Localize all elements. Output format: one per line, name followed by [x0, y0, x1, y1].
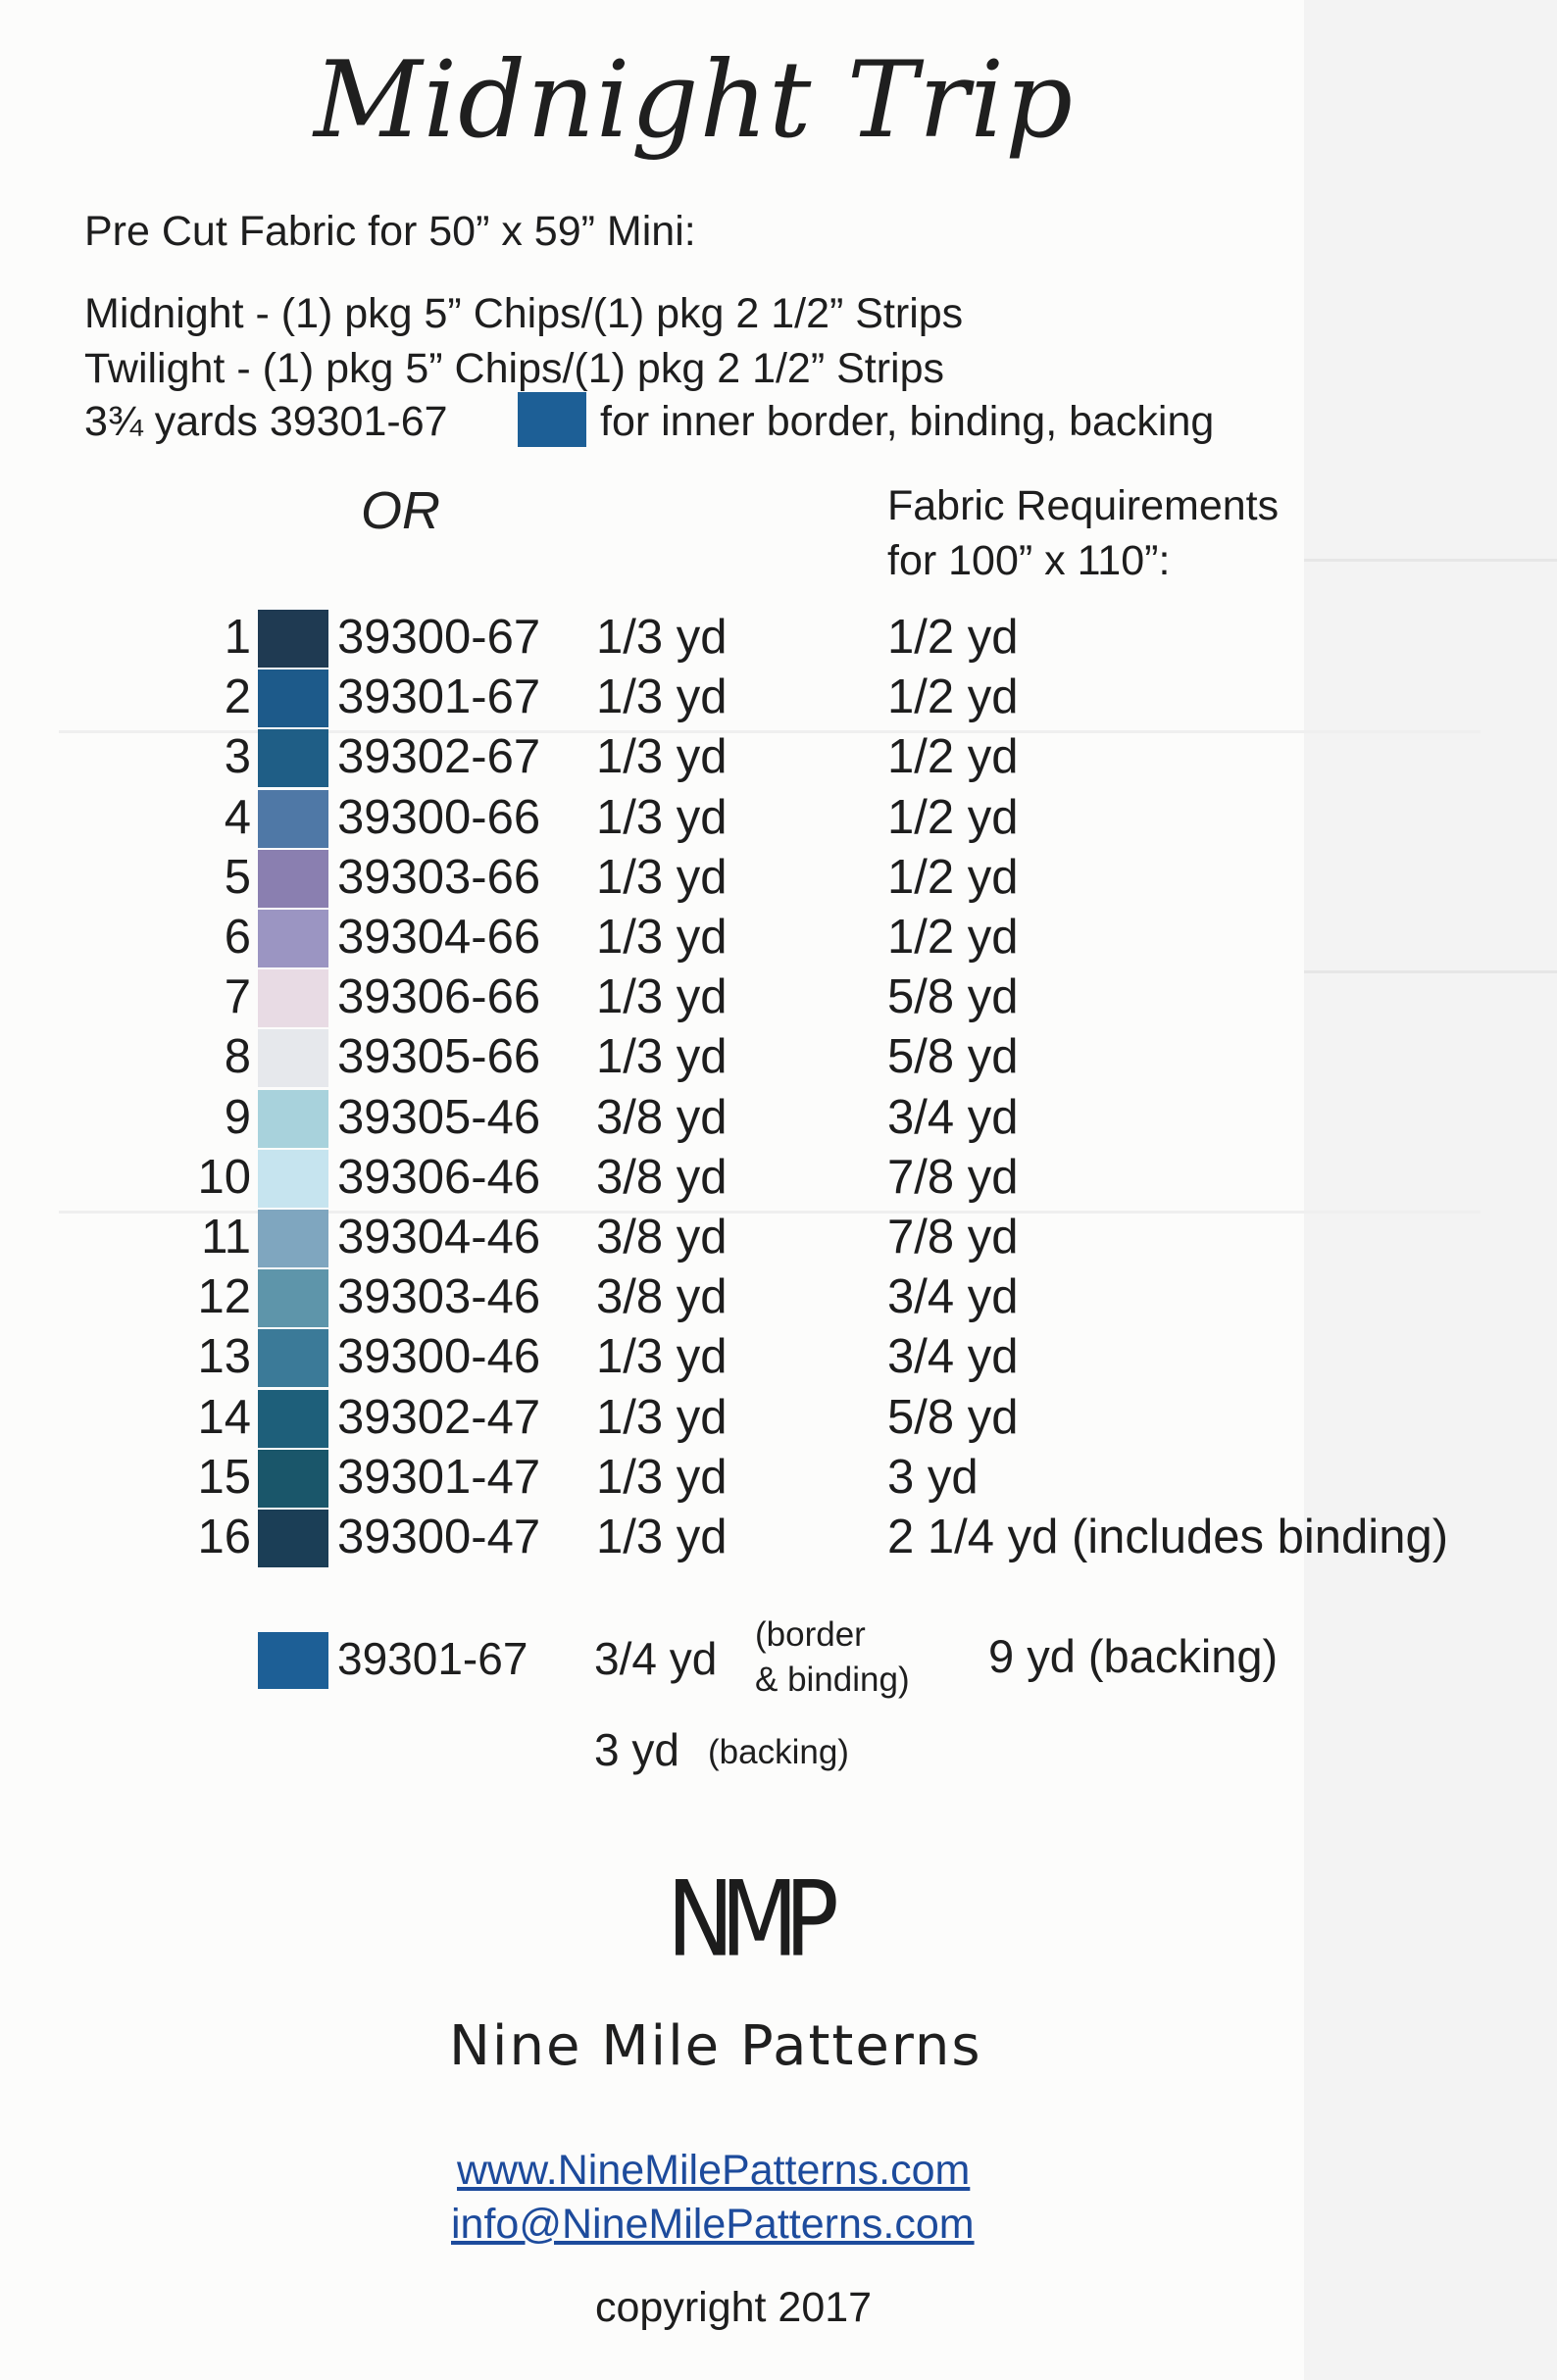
large-amount: 1/2 yd [887, 670, 1019, 724]
mini-amount: 1/3 yd [596, 611, 728, 664]
requirements-heading [887, 478, 1279, 588]
mini-amount: 1/3 yd [596, 1030, 728, 1084]
fabric-code: 39300-67 [337, 611, 541, 664]
row-number: 4 [224, 790, 251, 844]
table-row [0, 1390, 1557, 1450]
fabric-code: 39301-67 [337, 670, 541, 724]
precut-heading: Pre Cut Fabric for 50” x 59” Mini: [84, 208, 696, 255]
precut-line-midnight: Midnight - (1) pkg 5” Chips/(1) pkg 2 1/2” Strips [84, 290, 964, 337]
fabric-swatch [258, 1150, 328, 1208]
requirements-heading-line-1: Fabric Requirements [887, 482, 1280, 529]
table-row [0, 969, 1557, 1029]
website-link[interactable]: www.NineMilePatterns.com [457, 2147, 971, 2194]
border-mini-amount: 3/4 yd [594, 1633, 718, 1684]
yardage-line [84, 398, 448, 446]
fabric-code: 39300-46 [337, 1330, 541, 1384]
mini-amount: 3/8 yd [596, 1211, 728, 1264]
large-amount: 3/4 yd [887, 1270, 1019, 1324]
fabric-code: 39304-46 [337, 1211, 541, 1264]
fabric-swatch [258, 1269, 328, 1327]
row-number: 5 [224, 850, 251, 904]
row-number: 9 [224, 1090, 251, 1144]
row-number: 8 [224, 1030, 251, 1084]
large-amount: 1/2 yd [887, 611, 1019, 664]
table-row [0, 1450, 1557, 1510]
fabric-code: 39305-66 [337, 1030, 541, 1084]
fabric-code: 39306-66 [337, 970, 541, 1024]
table-row [0, 790, 1557, 850]
table-row [0, 669, 1557, 729]
fabric-swatch [258, 669, 328, 727]
mini-amount: 3/8 yd [596, 1090, 728, 1144]
fabric-code: 39302-67 [337, 730, 541, 784]
mini-amount: 1/3 yd [596, 911, 728, 964]
fabric-code: 39304-66 [337, 911, 541, 964]
table-row [0, 1029, 1557, 1089]
border-note-1: (border [755, 1615, 866, 1654]
requirements-heading-line-2: for 100” x 110”: [887, 537, 1171, 584]
yardage-prefix: 3¾ yards 39301-67 [84, 398, 448, 445]
precut-line-twilight: Twilight - (1) pkg 5” Chips/(1) pkg 2 1/2” Strips [84, 345, 945, 392]
mini-amount: 1/3 yd [596, 970, 728, 1024]
fabric-code: 39303-46 [337, 1270, 541, 1324]
row-number: 14 [197, 1390, 251, 1444]
mini-amount: 1/3 yd [596, 670, 728, 724]
table-row [0, 610, 1557, 669]
row-number: 10 [197, 1150, 251, 1204]
fabric-swatch [258, 1029, 328, 1087]
or-label: OR [361, 481, 440, 540]
fabric-swatch [258, 910, 328, 967]
large-amount: 7/8 yd [887, 1150, 1019, 1204]
table-row [0, 1210, 1557, 1269]
large-amount: 2 1/4 yd (includes binding) [887, 1511, 1449, 1563]
mini-amount: 1/3 yd [596, 1511, 728, 1563]
fabric-swatch [258, 1510, 328, 1567]
mini-amount: 1/3 yd [596, 1330, 728, 1384]
table-row [0, 850, 1557, 910]
fabric-code: 39305-46 [337, 1090, 541, 1144]
table-row [0, 1329, 1557, 1389]
mini-amount: 1/3 yd [596, 790, 728, 844]
mini-amount: 1/3 yd [596, 730, 728, 784]
backing-note: (backing) [708, 1733, 849, 1771]
row-number: 13 [197, 1330, 251, 1384]
fabric-swatch [258, 969, 328, 1027]
fabric-code: 39302-47 [337, 1390, 541, 1444]
copyright: copyright 2017 [595, 2284, 873, 2331]
table-row [0, 1090, 1557, 1150]
table-row [0, 910, 1557, 969]
fabric-swatch [258, 1450, 328, 1508]
fabric-swatch-border [518, 392, 586, 447]
fabric-swatch [258, 790, 328, 848]
mini-amount: 3/8 yd [596, 1270, 728, 1324]
large-amount: 5/8 yd [887, 970, 1019, 1024]
fabric-code: 39303-66 [337, 850, 541, 904]
backing-amount: 3 yd [594, 1724, 679, 1775]
border-large-amount: 9 yd (backing) [988, 1630, 1279, 1682]
mini-amount: 1/3 yd [596, 1390, 728, 1444]
fabric-code: 39301-47 [337, 1450, 541, 1504]
large-amount: 3/4 yd [887, 1090, 1019, 1144]
border-code: 39301-67 [337, 1633, 528, 1684]
row-number: 1 [224, 611, 251, 664]
large-amount: 3 yd [887, 1450, 979, 1504]
table-row [0, 1269, 1557, 1329]
nmp-logo: NMP [667, 1859, 826, 1981]
mini-amount: 1/3 yd [596, 850, 728, 904]
mini-amount: 3/8 yd [596, 1150, 728, 1204]
fabric-swatch [258, 1210, 328, 1267]
large-amount: 1/2 yd [887, 911, 1019, 964]
row-number: 12 [197, 1270, 251, 1324]
fabric-code: 39300-66 [337, 790, 541, 844]
fabric-code: 39300-47 [337, 1511, 541, 1563]
email-link[interactable]: info@NineMilePatterns.com [451, 2201, 975, 2248]
brand-name: Nine Mile Patterns [449, 2014, 982, 2078]
row-number: 15 [197, 1450, 251, 1504]
fabric-swatch [258, 1390, 328, 1448]
row-number: 7 [224, 970, 251, 1024]
mini-amount: 1/3 yd [596, 1450, 728, 1504]
yardage-suffix: for inner border, binding, backing [600, 398, 1215, 445]
fabric-code: 39306-46 [337, 1150, 541, 1204]
table-row [0, 1510, 1557, 1569]
large-amount: 5/8 yd [887, 1390, 1019, 1444]
table-row [0, 729, 1557, 789]
fabric-swatch [258, 1090, 328, 1148]
fabric-swatch [258, 610, 328, 668]
large-amount: 1/2 yd [887, 850, 1019, 904]
large-amount: 1/2 yd [887, 730, 1019, 784]
large-amount: 3/4 yd [887, 1330, 1019, 1384]
border-note-2: & binding) [755, 1661, 910, 1699]
table-row [0, 1150, 1557, 1210]
fabric-swatch [258, 850, 328, 908]
row-number: 3 [224, 730, 251, 784]
row-number: 16 [197, 1511, 251, 1563]
fabric-swatch [258, 1329, 328, 1387]
row-number: 6 [224, 911, 251, 964]
large-amount: 7/8 yd [887, 1211, 1019, 1264]
large-amount: 1/2 yd [887, 790, 1019, 844]
row-number: 11 [201, 1211, 251, 1264]
bleed-through-line [1304, 559, 1557, 562]
row-number: 2 [224, 670, 251, 724]
fabric-swatch-border [258, 1632, 328, 1689]
page-title: Midnight Trip [314, 39, 1075, 162]
fabric-swatch [258, 729, 328, 787]
large-amount: 5/8 yd [887, 1030, 1019, 1084]
